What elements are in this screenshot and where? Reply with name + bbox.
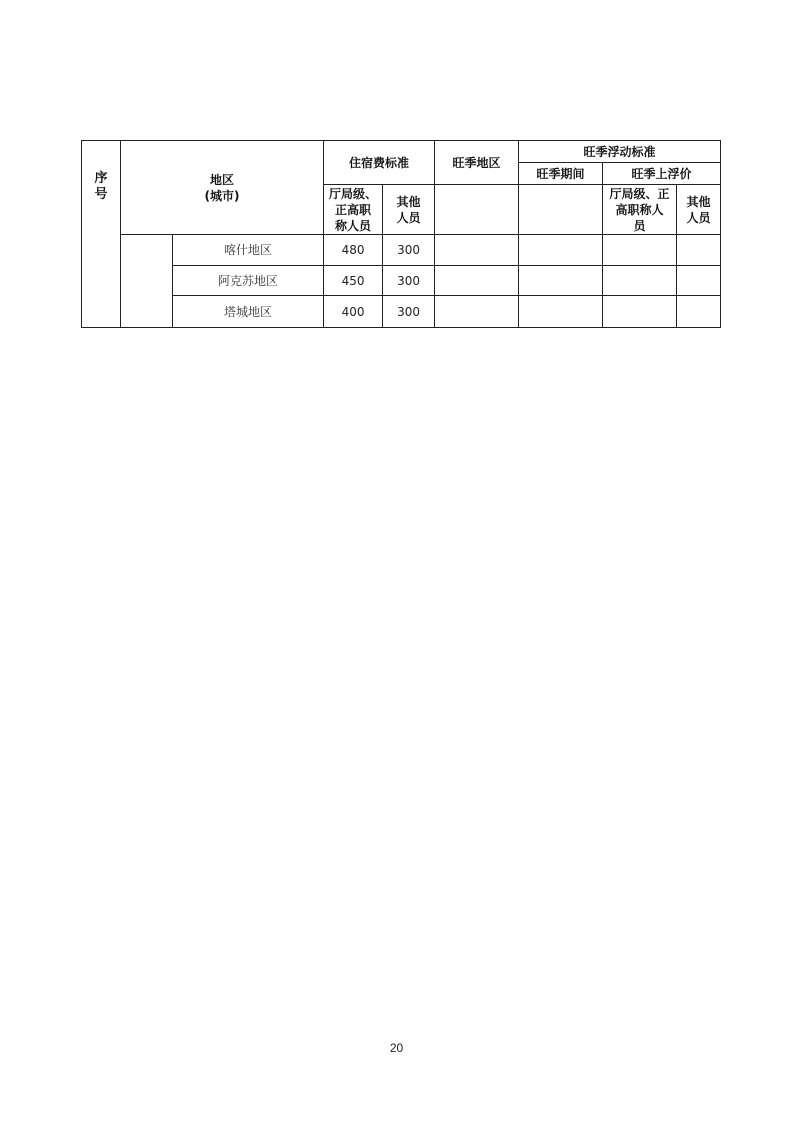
peak-region-cell — [435, 235, 519, 266]
peak-region-cell — [435, 266, 519, 296]
header-peak-senior-staff: 厅局级、正 高职称人 员 — [603, 185, 677, 235]
senior-price-cell: 480 — [324, 235, 383, 266]
header-peak-float-standard: 旺季浮动标准 — [519, 141, 721, 163]
peak-senior-cell — [603, 296, 677, 328]
header-accommodation-standard: 住宿费标准 — [324, 141, 435, 185]
other-price-cell: 300 — [383, 296, 435, 328]
other-price-cell: 300 — [383, 235, 435, 266]
peak-senior-cell — [603, 266, 677, 296]
peak-other-cell — [677, 235, 721, 266]
region-cell: 喀什地区 — [173, 235, 324, 266]
header-peak-other-staff: 其他 人员 — [677, 185, 721, 235]
header-peak-region-empty — [435, 185, 519, 235]
peak-other-cell — [677, 266, 721, 296]
header-region: 地区 (城市) — [121, 141, 324, 235]
lodging-standards-table — [81, 140, 721, 328]
peak-region-cell — [435, 296, 519, 328]
header-seq: 序 号 — [82, 141, 121, 328]
peak-period-cell — [519, 266, 603, 296]
peak-other-cell — [677, 296, 721, 328]
header-peak-markup: 旺季上浮价 — [603, 163, 721, 185]
header-peak-period-empty — [519, 185, 603, 235]
region-cell: 塔城地区 — [173, 296, 324, 328]
other-price-cell: 300 — [383, 266, 435, 296]
table-row — [82, 296, 721, 328]
header-senior-staff: 厅局级、 正高职 称人员 — [324, 185, 383, 235]
header-peak-region: 旺季地区 — [435, 141, 519, 185]
region-group-cell — [121, 235, 173, 328]
peak-senior-cell — [603, 235, 677, 266]
header-row-1 — [82, 141, 721, 163]
page-number: 20 — [389, 1041, 404, 1055]
header-other-staff: 其他 人员 — [383, 185, 435, 235]
region-cell: 阿克苏地区 — [173, 266, 324, 296]
header-peak-period: 旺季期间 — [519, 163, 603, 185]
peak-period-cell — [519, 296, 603, 328]
peak-period-cell — [519, 235, 603, 266]
table-row — [82, 235, 721, 266]
table-row — [82, 266, 721, 296]
senior-price-cell: 400 — [324, 296, 383, 328]
senior-price-cell: 450 — [324, 266, 383, 296]
